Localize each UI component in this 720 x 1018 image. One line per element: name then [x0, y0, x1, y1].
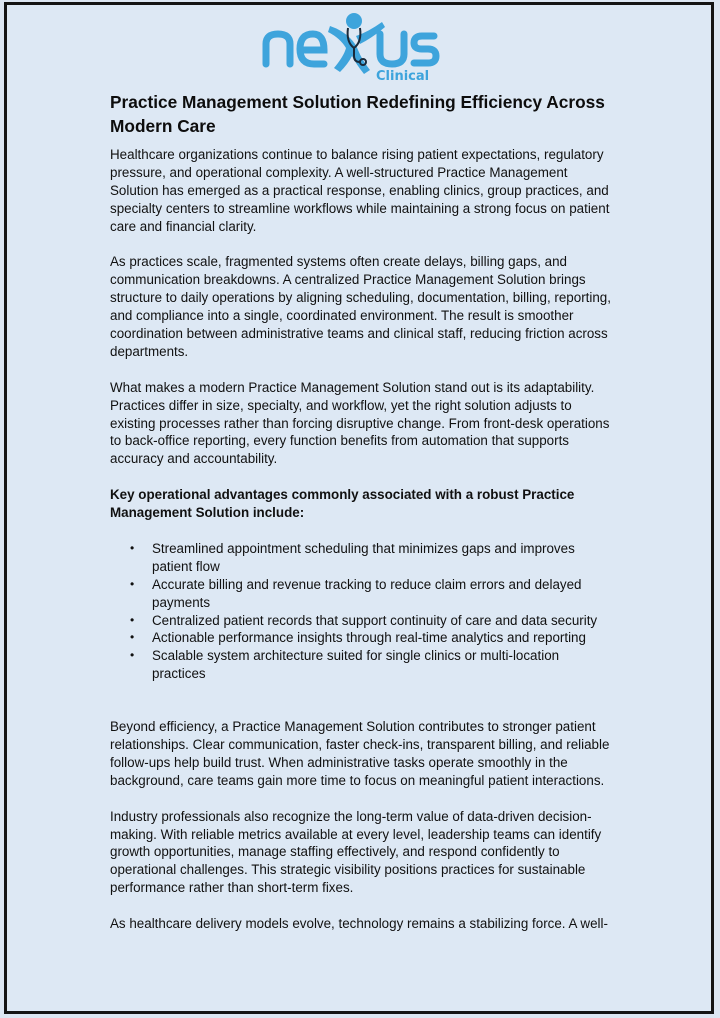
paragraph-scale: As practices scale, fragmented systems often create delays, billing gaps, and communication breakdowns. A centralized Practice Management Solution brings structure to daily operations by aligning scheduling, documentation, billing, reporting, and compliance into a single, coordinated environment. The result is smoother coordination between administrative teams and clinical staff, reducing friction across departments. [110, 254, 611, 359]
paragraph-relationships: Beyond efficiency, a Practice Management Solution contributes to stronger patient relationships. Clear communication, faster check-ins, transparent billing, and reliable follow-ups help build trust. When administrative tasks operate smoothly in the background, care teams gain more time to focus on meaningful patient interactions. [110, 719, 610, 788]
list-item-text: Accurate billing and revenue tracking to reduce claim errors and delayed payments [152, 576, 582, 610]
list-item [130, 576, 615, 612]
advantages-list [110, 540, 615, 683]
svg-text:Clinical: Clinical [376, 69, 430, 83]
document-title: Practice Management Solution Redefining Efficiency Across Modern Care [110, 92, 605, 136]
bullet-icon: • [130, 648, 135, 663]
bullet-icon: • [130, 630, 135, 645]
nexus-logo-icon [258, 8, 453, 83]
bullet-icon: • [130, 576, 135, 591]
list-item [130, 629, 615, 647]
advantages-heading: Key operational advantages commonly associated with a robust Practice Management Solution include: [110, 487, 575, 521]
list-item-text: Centralized patient records that support continuity of care and data security [152, 612, 598, 628]
list-item-text: Streamlined appointment scheduling that minimizes gaps and improves patient flow [152, 540, 575, 574]
document-body [110, 90, 615, 951]
paragraph-intro: Healthcare organizations continue to balance rising patient expectations, regulatory pressure, and operational complexity. A well-structured Practice Management Solution has emerged as a practical response, enabling clinics, group practices, and specialty centers to streamline workflows while maintaining a strong focus on patient care and financial clarity. [110, 147, 610, 234]
list-item [130, 647, 615, 683]
list-item [130, 540, 615, 576]
nexus-clinical-logo [258, 8, 453, 83]
bullet-icon: • [130, 612, 135, 627]
list-item-text: Scalable system architecture suited for single clinics or multi-location practices [152, 648, 560, 682]
paragraph-adaptability: What makes a modern Practice Management Solution stand out is its adaptability. Practices differ in size, specialty, and workflow, yet the right solution adjusts to existing processes rather than forcing disruptive change. From front-desk operations to back-office reporting, every function benefits from automation that supports accuracy and accountability. [110, 379, 610, 467]
paragraph-data-driven: Industry professionals also recognize the long-term value of data-driven decision-making. With reliable metrics available at every level, leadership teams can identify growth opportunities, manage staffing effectively, and respond confidently to operational challenges. This strategic visibility positions practices for sustainable performance rather than short-term fixes. [110, 808, 602, 896]
list-item [130, 612, 615, 630]
paragraph-evolution: As healthcare delivery models evolve, technology remains a stabilizing force. A well- [110, 916, 608, 932]
bullet-icon: • [130, 540, 135, 555]
list-item-text: Actionable performance insights through real-time analytics and reporting [152, 630, 586, 646]
